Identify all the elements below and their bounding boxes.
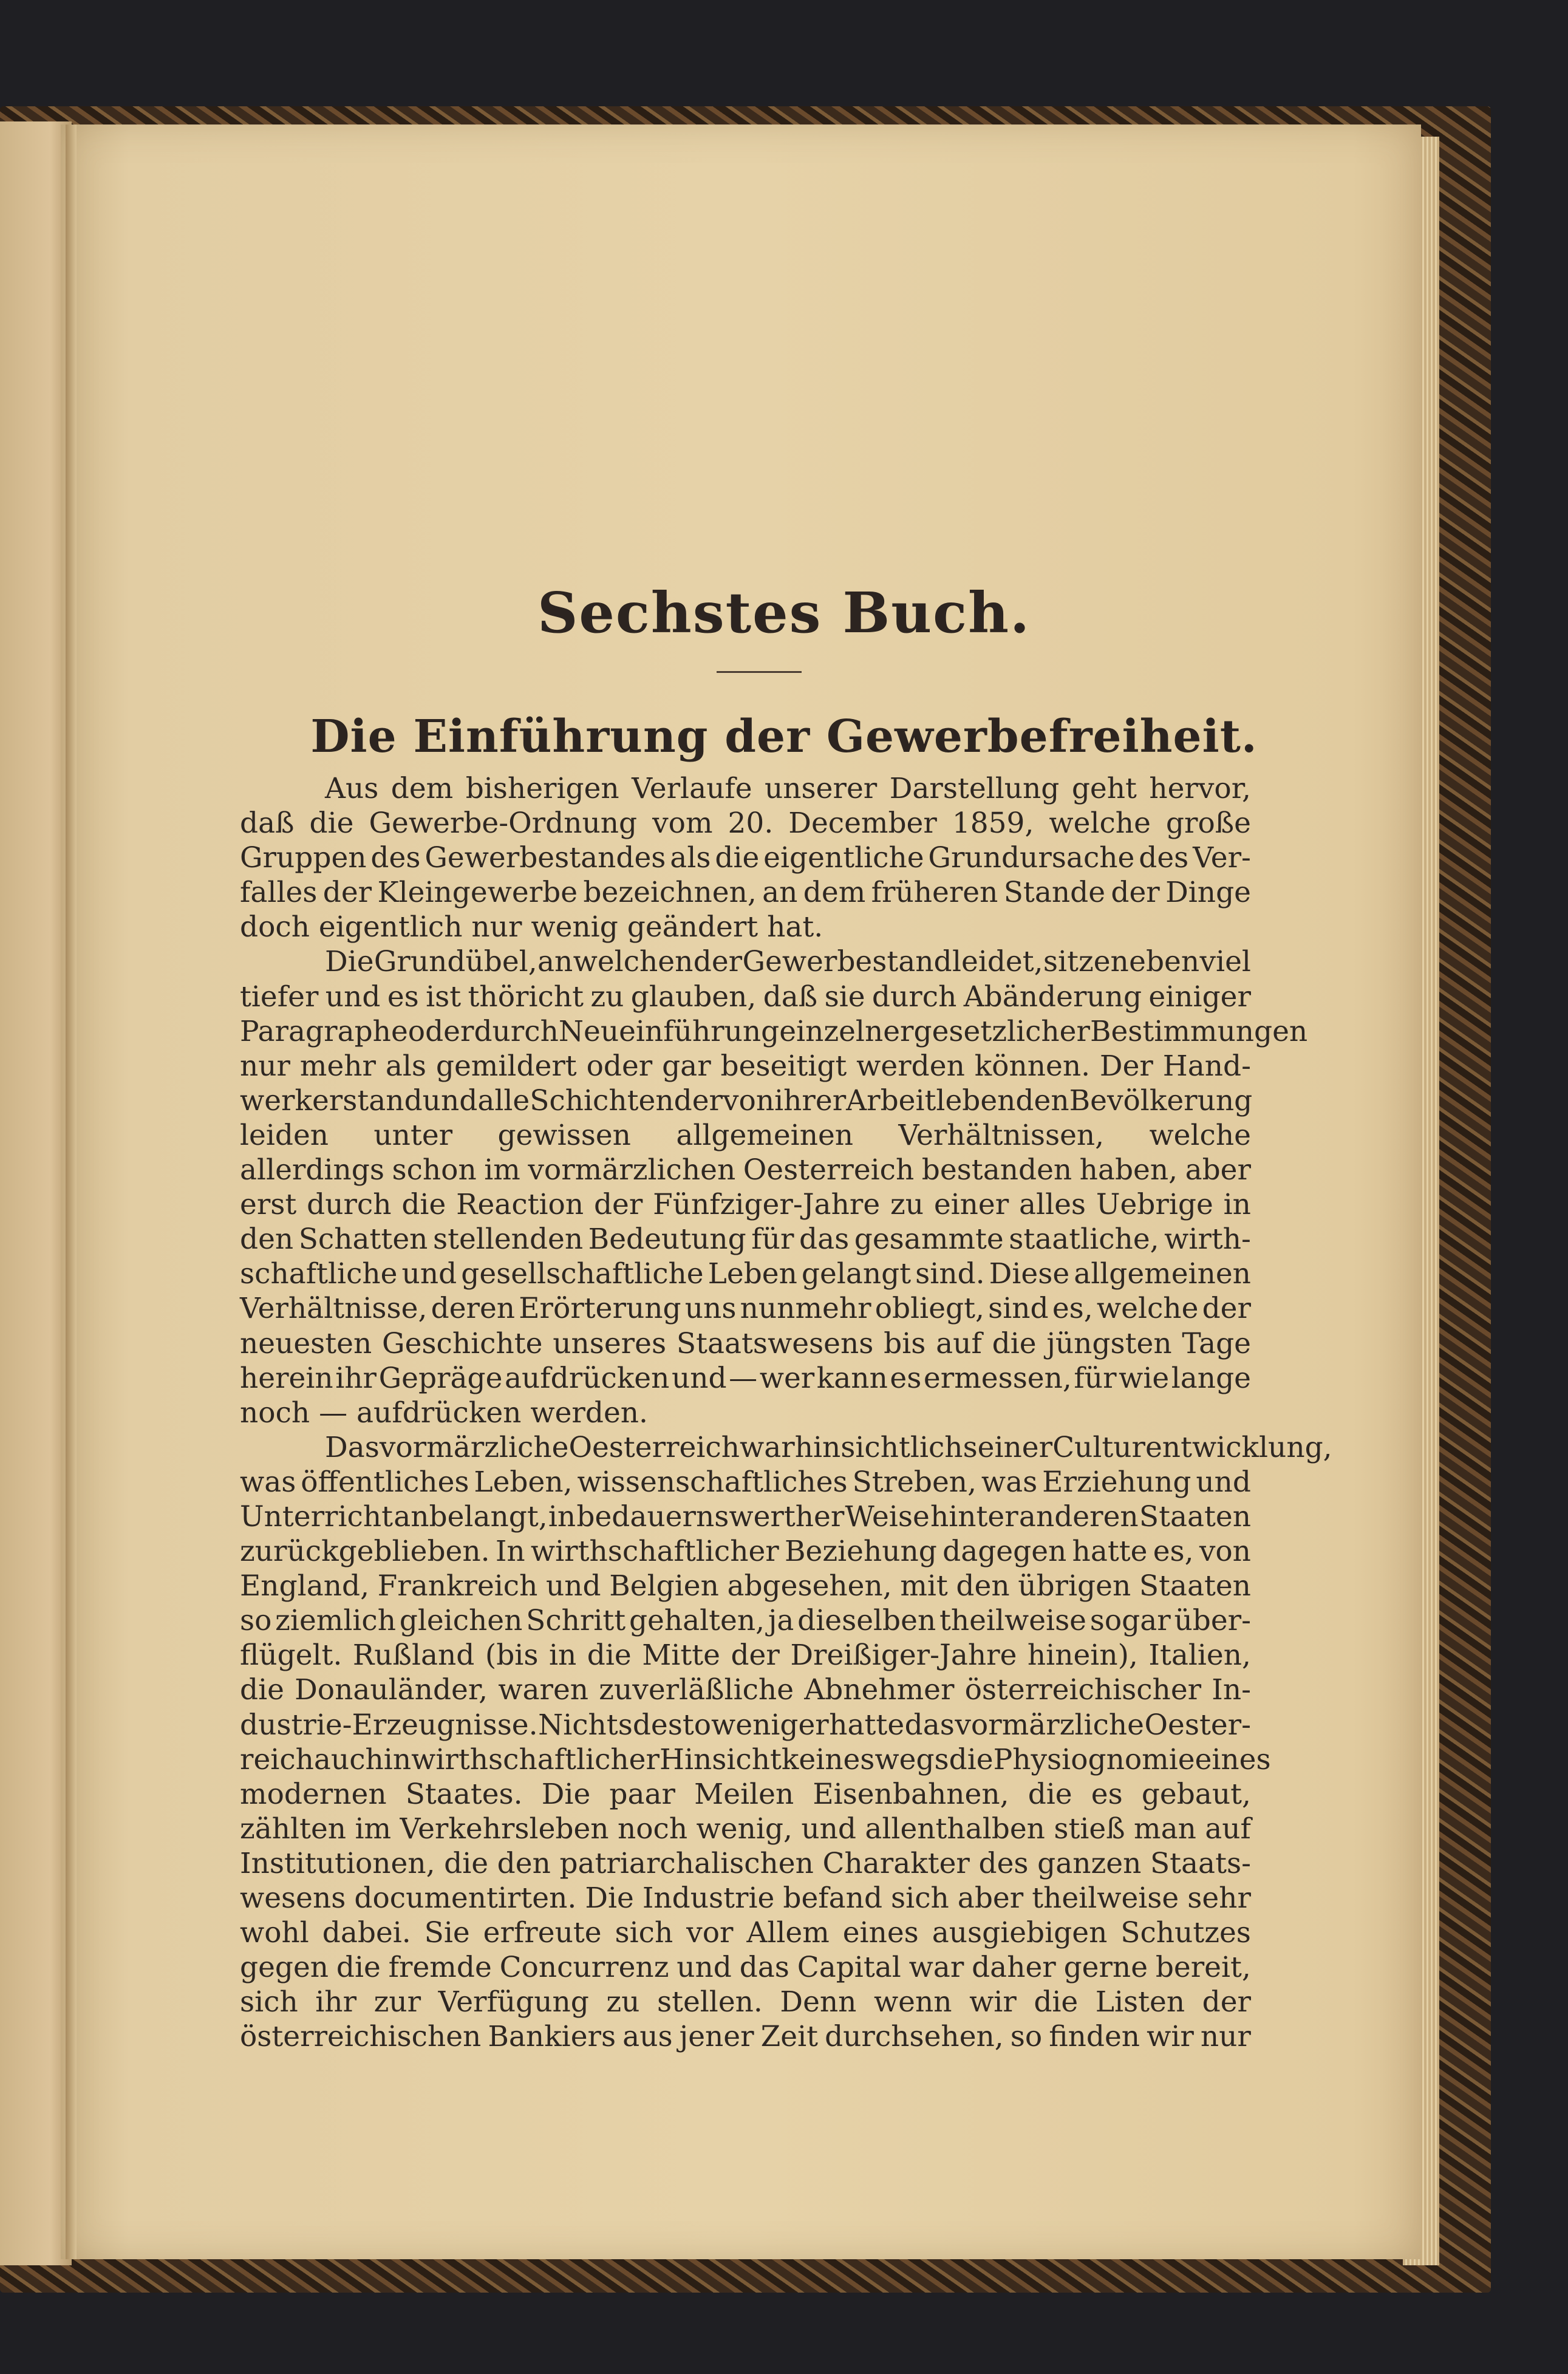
text-line: den Schatten stellenden Bedeutung für das gesammte staatliche, wirth- [240,1223,1251,1257]
text-line: nur mehr als gemildert oder gar beseitigt werden können. Der Hand- [240,1049,1251,1083]
text-line: die Donauländer, waren zuverläßliche Abnehmer österreichischer In- [240,1673,1251,1707]
text-line: daß die Gewerbe-Ordnung vom 20. December 1859, welche große [240,807,1251,841]
text-line: Paragraphe oder durch Neueinführung einzelner gesetzlicher Bestimmungen [240,1014,1308,1048]
text-line: zurückgeblieben. In wirthschaftlicher Beziehung dagegen hatte es, von [240,1535,1251,1569]
text-line: neuesten Geschichte unseres Staatswesens bis auf die jüngsten Tage [240,1326,1251,1360]
body-text [240,771,1332,2054]
text-line: schaftliche und gesellschaftliche Leben gelangt sind. Diese allgemeinen [240,1257,1251,1291]
text-line: tiefer und es ist thöricht zu glauben, daß sie durch Abänderung einiger [240,980,1251,1014]
text-line: Aus dem bisherigen Verlaufe unserer Darstellung geht hervor, [325,772,1251,805]
text-line: was öffentliches Leben, wissenschaftliches Streben, was Erziehung und [240,1465,1251,1499]
text-line: allerdings schon im vormärzlichen Oesterreich bestanden haben, aber [240,1153,1251,1187]
text-line: modernen Staates. Die paar Meilen Eisenbahnen, die es gebaut, [240,1777,1251,1811]
text-line: Das vormärzliche Oesterreich war hinsichtlich seiner Culturentwicklung, [325,1430,1332,1464]
text-line: so ziemlich gleichen Schritt gehalten, ja dieselben theilweise sogar über- [240,1604,1251,1638]
text-line: Institutionen, die den patriarchalischen Charakter des ganzen Staats- [240,1846,1251,1880]
text-line: doch eigentlich nur wenig geändert hat. [240,910,823,944]
text-line: Gruppen des Gewerbestandes als die eigentliche Grundursache des Ver- [240,841,1251,875]
text-line: werkerstand und alle Schichten der von ihrer Arbeit lebenden Bevölkerung [240,1083,1253,1117]
text-line: noch — aufdrücken werden. [240,1396,648,1430]
text-line: wohl dabei. Sie erfreute sich vor Allem eines ausgiebigen Schutzes [240,1916,1251,1950]
text-line: reich auch in wirthschaftlicher Hinsicht keineswegs die Physiognomie eines [240,1742,1271,1776]
text-line: Unterricht anbelangt, in bedauernswerther Weise hinter anderen Staaten [240,1499,1251,1533]
text-line: falles der Kleingewerbe bezeichnen, an dem früheren Stande der Dinge [240,876,1251,910]
text-line: Verhältnisse, deren Erörterung uns nunmehr obliegt, sind es, welche der [240,1292,1251,1326]
chapter-title: Die Einführung der Gewerbefreiheit. [310,711,1258,763]
text-line: dustrie-Erzeugnisse. Nichtsdestoweniger hatte das vormärzliche Oester- [240,1708,1251,1742]
text-line: England, Frankreich und Belgien abgesehen, mit den übrigen Staaten [240,1569,1251,1603]
title-divider [717,671,802,673]
text-line: österreichischen Bankiers aus jener Zeit durchsehen, so finden wir nur [240,2020,1251,2054]
text-line: flügelt. Rußland (bis in die Mitte der Dreißiger-Jahre hinein), Italien, [240,1639,1251,1673]
text-line: sich ihr zur Verfügung zu stellen. Denn wenn wir die Listen der [240,1985,1251,2019]
book-title: Sechstes Buch. [537,580,1031,646]
page-gutter [66,124,77,2259]
text-line: leiden unter gewissen allgemeinen Verhältnissen, welche [240,1118,1251,1152]
text-line: wesens documentirten. Die Industrie befand sich aber theilweise sehr [240,1881,1251,1915]
text-line: Die Grundübel, an welchen der Gewerbestand leidet, sitzen eben viel [325,945,1251,979]
text-line: gegen die fremde Concurrenz und das Capital war daher gerne bereit, [240,1951,1251,1985]
text-line: zählten im Verkehrsleben noch wenig, und allenthalben stieß man auf [240,1812,1251,1846]
text-line: herein ihr Gepräge aufdrücken und — wer kann es ermessen, für wie lange [240,1361,1251,1395]
text-line: erst durch die Reaction der Fünfziger-Jahre zu einer alles Uebrige in [240,1188,1251,1222]
